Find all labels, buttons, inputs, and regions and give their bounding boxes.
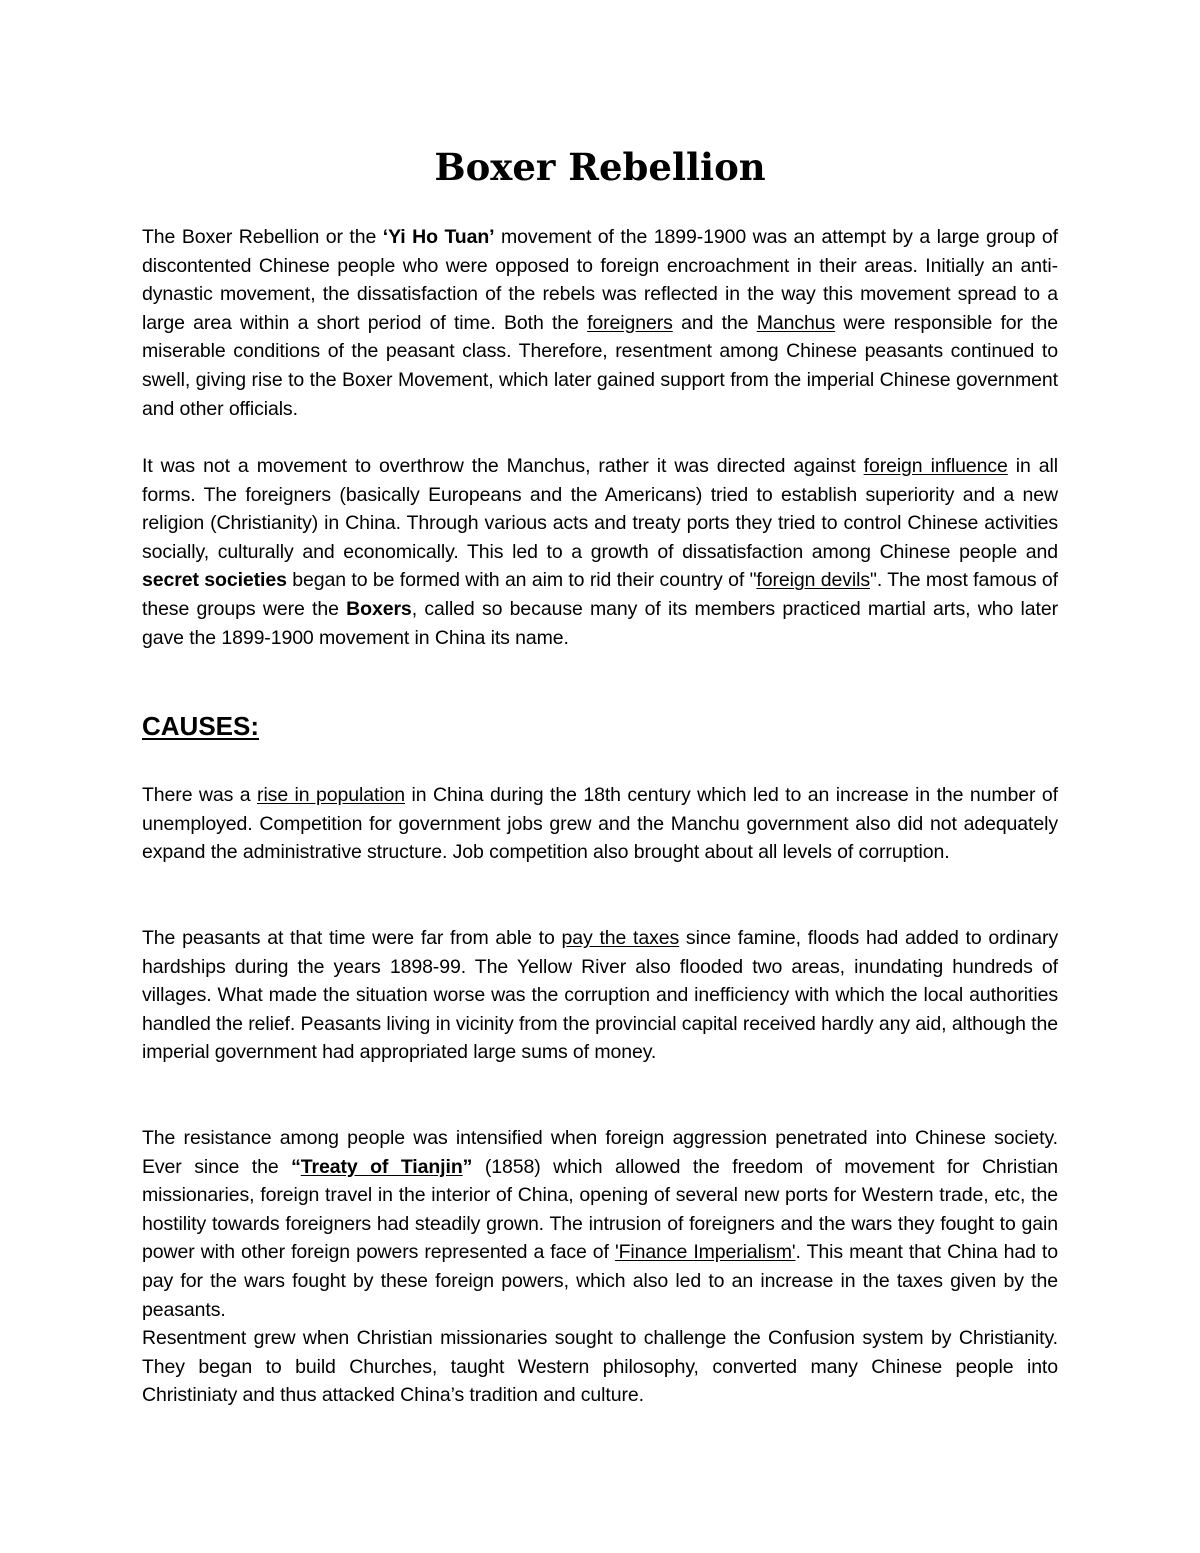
- causes-paragraph-population: [142, 781, 1058, 867]
- text-run: , called so because many of its members practiced martial arts, who later gave the 1899-1900 movement in China its name.: [142, 597, 1058, 649]
- causes-heading: CAUSES:: [142, 711, 260, 741]
- causes-paragraph-missionaries: Resentment grew when Christian missionaries sought to challenge the Confusion system by Christianity. They began to build Churches, taught Western philosophy, converted many Chinese people into Christiniaty and thus attacked China’s tradition and culture.: [142, 1327, 1058, 1407]
- text-run: since famine, floods had added to ordinary hardships during the years 1898-99. The Yellow River also flooded two areas, inundating hundreds of villages. What made the situation worse was the corruption and inefficiency with which the local authorities handled the relief. Peasants living in vicinity from the provincial capital received hardly any aid, although the imperial government had appropriated large sums of money.: [142, 927, 1058, 1064]
- underlined-term-pay-the-taxes: pay the taxes: [561, 927, 680, 949]
- text-run: began to be formed with an aim to rid their country of ": [286, 569, 757, 592]
- text-run: ". The most famous of these groups were the: [142, 569, 1058, 620]
- underlined-term-foreign-influence: foreign influence: [863, 455, 1008, 477]
- text-run: and the: [672, 311, 757, 334]
- underlined-term-manchus: Manchus: [756, 311, 836, 334]
- document-title: Boxer Rebellion: [434, 145, 766, 189]
- text-run: (1858) which allowed the freedom of movement for Christian missionaries, foreign travel in the interior of China, opening of several new ports for Western trade, etc, the hostility towards foreigners had steadily grown. The intrusion of foreigners and the wars they fought to gain power with other foreign powers represented a face of: [142, 1155, 1058, 1264]
- underlined-term-finance-imperialism: 'Finance Imperialism': [614, 1241, 796, 1264]
- text-run: There was a: [142, 784, 258, 806]
- underlined-term-foreign-devils: foreign devils: [756, 569, 870, 592]
- text-run: The peasants at that time were far from able to: [142, 927, 562, 949]
- open-quote: “: [291, 1155, 301, 1178]
- bold-term-yi-ho-tuan: ‘Yi Ho Tuan’: [382, 226, 495, 248]
- bold-term-boxers: Boxers: [346, 597, 412, 620]
- close-quote: ”: [462, 1155, 473, 1178]
- underlined-term-foreigners: foreigners: [587, 311, 673, 334]
- text-run: The Boxer Rebellion or the: [142, 226, 383, 248]
- causes-paragraph-taxes: [142, 924, 1058, 1067]
- text-run: It was not a movement to overthrow the Manchus, rather it was directed against: [142, 455, 864, 477]
- text-run: . This meant that China had to pay for the wars fought by these foreign powers, which also led to an increase in the taxes given by the peasants.: [142, 1241, 1058, 1321]
- intro-paragraph-1: [142, 223, 1058, 423]
- text-run: movement of the 1899-1900 was an attempt by a large group of discontented Chinese people who were opposed to foreign encroachment in their areas. Initially an anti-dynastic movement, the dissatisfaction of the rebels was reflected in the way this movement spread to a large area within a short period of time. Both the: [142, 226, 1058, 334]
- text-run: in China during the 18th century which led to an increase in the number of unemployed. Competition for government jobs grew and the Manchu government also did not adequately expand the administrative structure. Job competition also brought about all levels of corruption.: [142, 784, 1058, 864]
- causes-paragraph-foreign-aggression: [142, 1124, 1058, 1410]
- text-run: in all forms. The foreigners (basically Europeans and the Americans) tried to establish superiority and a new religion (Christianity) in China. Through various acts and treaty ports they tried to control Chinese activities socially, culturally and economically. This led to a growth of dissatisfaction among Chinese people and: [142, 455, 1059, 563]
- bold-term-secret-societies: secret societies: [142, 569, 287, 592]
- text-run: were responsible for the miserable conditions of the peasant class. Therefore, resentment among Chinese peasants continued to swell, giving rise to the Boxer Movement, which later gained support from the imperial Chinese government and other officials.: [142, 311, 1059, 420]
- underlined-term-rise-in-population: rise in population: [257, 784, 406, 806]
- intro-paragraph-2: [142, 452, 1058, 652]
- text-run: The resistance among people was intensified when foreign aggression penetrated into Chinese society. Ever since the: [142, 1127, 1058, 1178]
- underlined-term-treaty-of-tianjin: Treaty of Tianjin: [300, 1155, 463, 1178]
